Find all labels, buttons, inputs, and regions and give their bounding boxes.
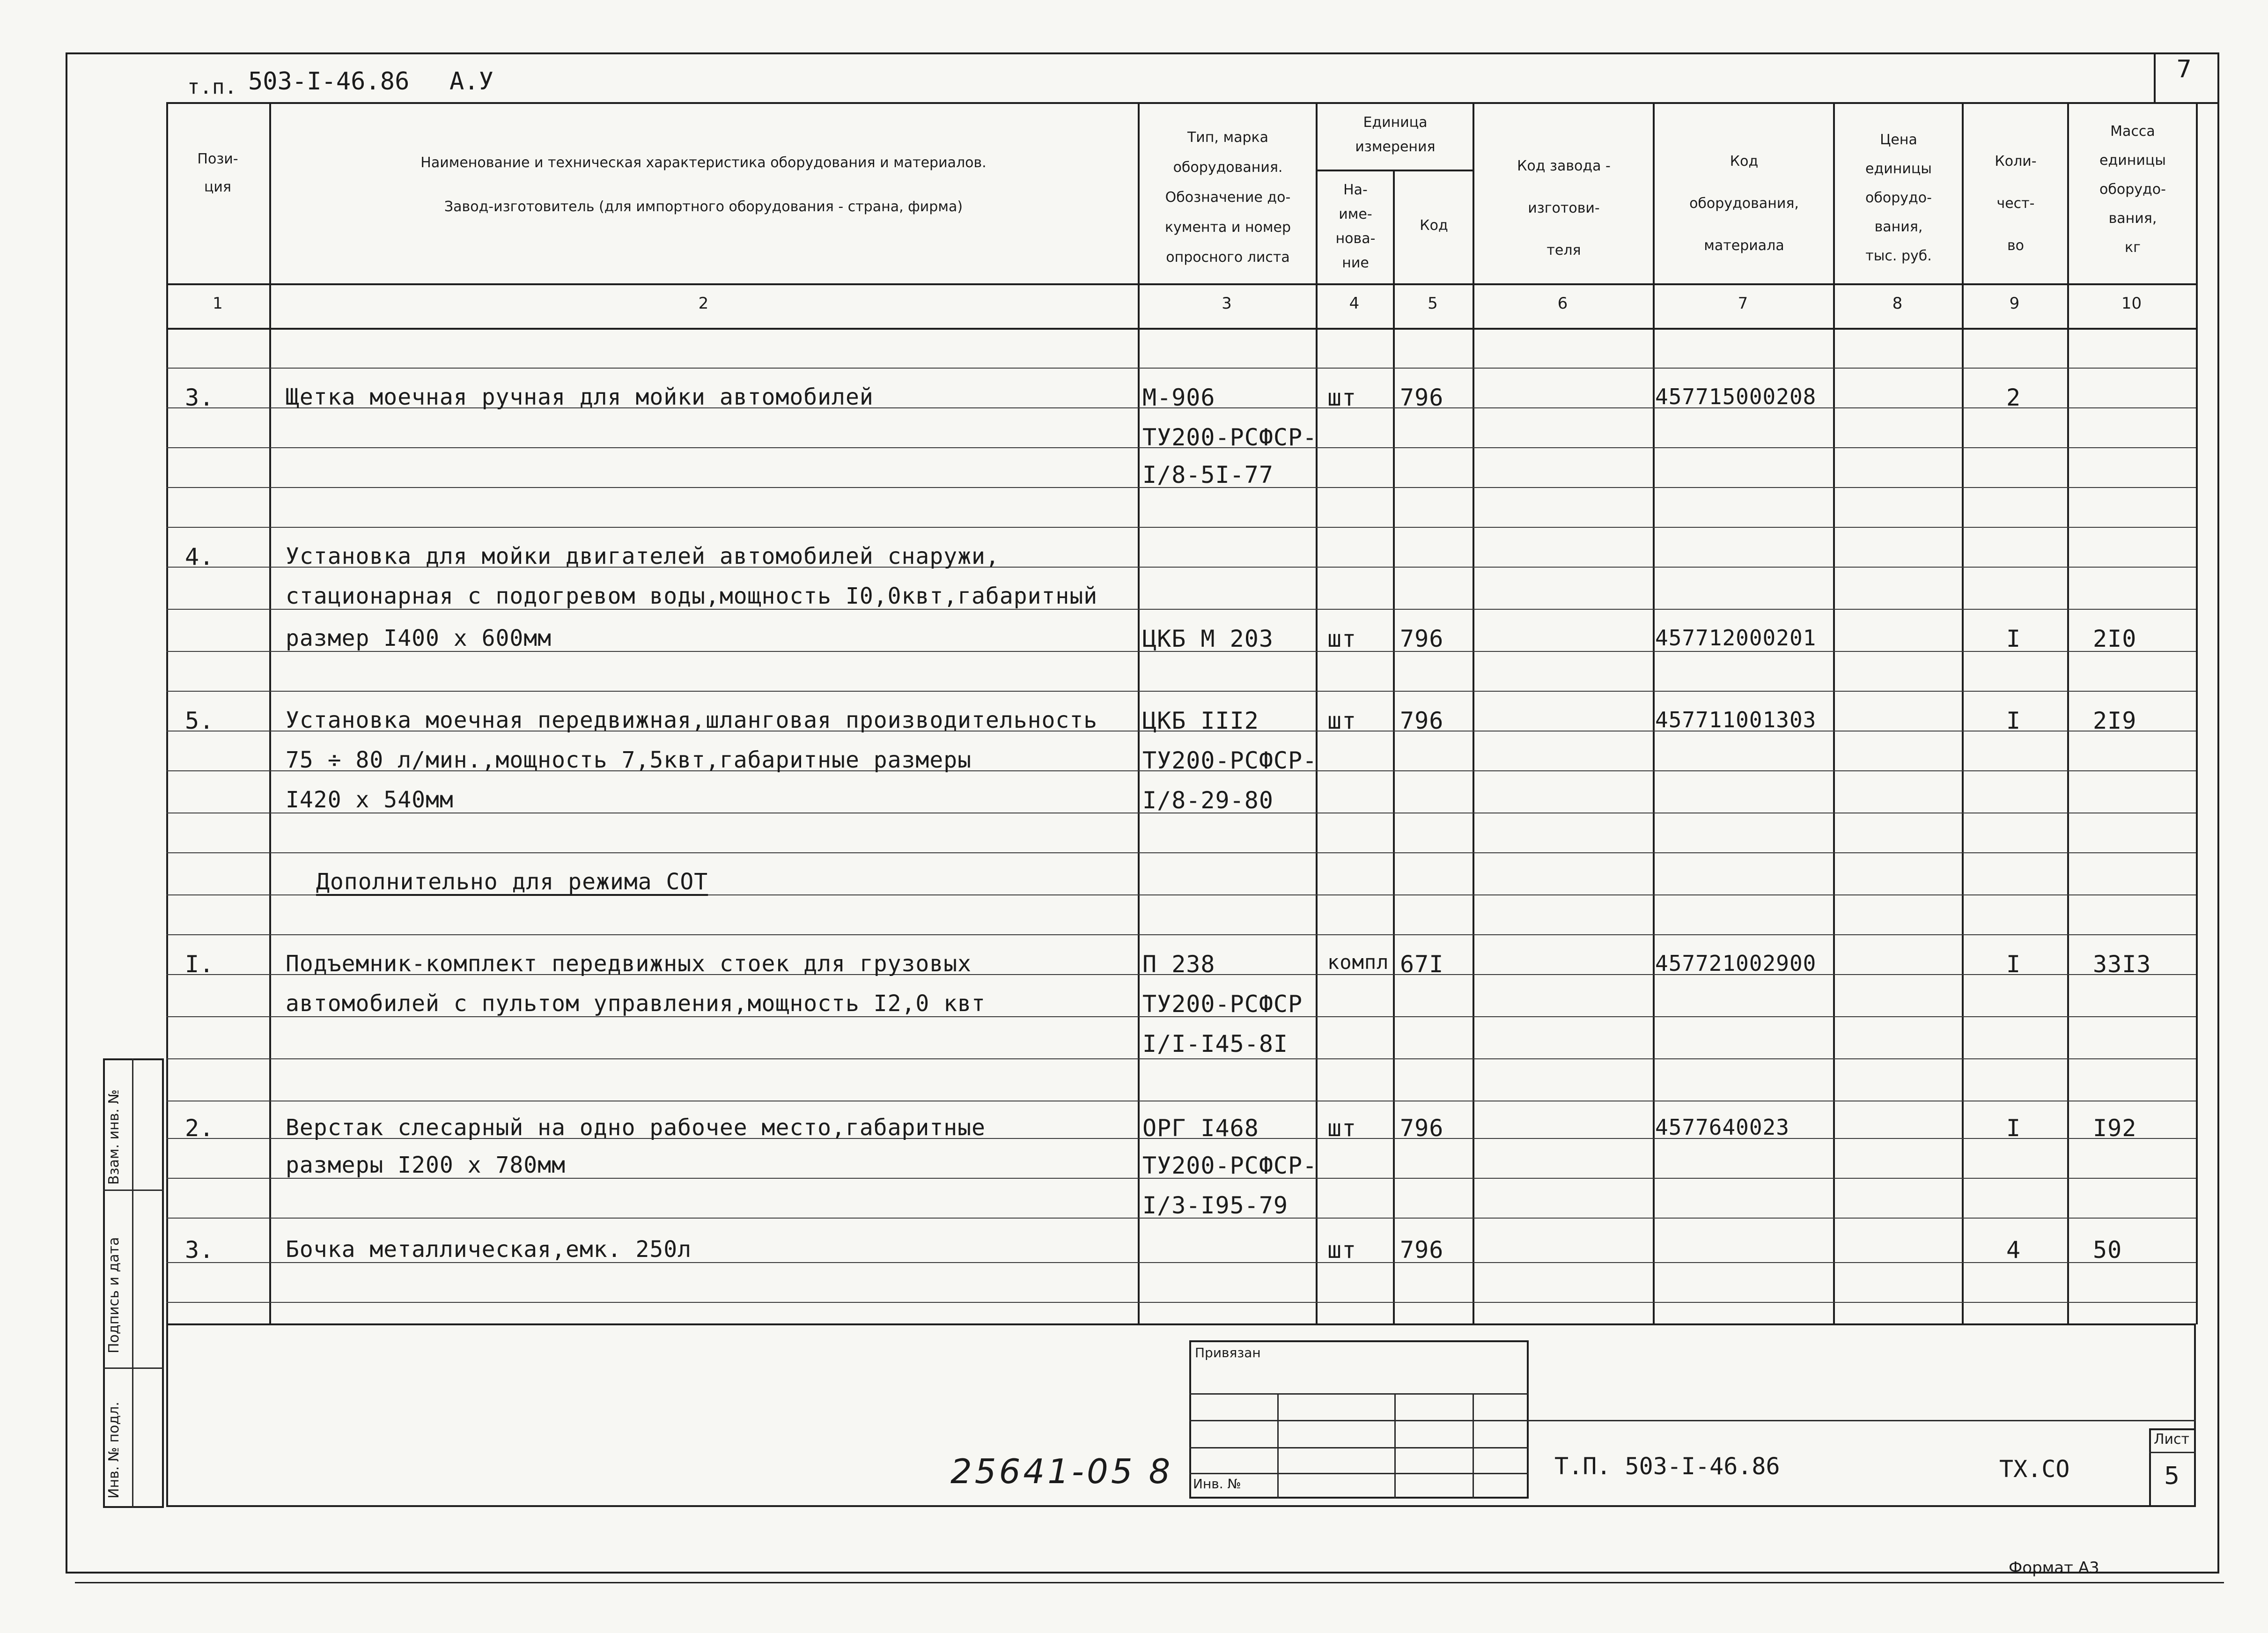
type-cell: I/I-I45-8I	[1142, 1030, 1289, 1057]
column-number: 6	[1557, 294, 1568, 313]
header-mass: Масса единицы оборудо- вания, кг	[2099, 123, 2166, 256]
column-number: 7	[1738, 294, 1748, 313]
unit-code-cell: 796	[1400, 384, 1444, 411]
header-position: Пози- ция	[197, 151, 238, 195]
position-cell: 3.	[185, 384, 214, 411]
mass-cell: 2I0	[2093, 625, 2137, 652]
header-unit-group: Единица измерения	[1355, 114, 1436, 155]
column-number: 10	[2121, 294, 2142, 313]
top-code: 503-I-46.86	[248, 67, 410, 96]
type-cell: М-906	[1142, 384, 1215, 411]
mass-cell: I92	[2093, 1115, 2137, 1142]
qty-cell: I	[2006, 707, 2021, 734]
position-cell: I.	[185, 951, 214, 978]
unit-code-cell: 796	[1400, 1115, 1444, 1142]
mass-cell: 33I3	[2093, 951, 2151, 978]
type-cell: ТУ200-РСФСР-	[1142, 1152, 1318, 1179]
column-number: 4	[1349, 294, 1360, 313]
column-number: 3	[1222, 294, 1232, 313]
position-cell: 5.	[185, 707, 214, 734]
unit-cell: шт	[1327, 625, 1357, 652]
position-cell: 2.	[185, 1115, 214, 1142]
sheet-label: Лист	[2154, 1431, 2190, 1448]
type-cell: П 238	[1142, 951, 1215, 978]
qty-cell: 4	[2006, 1236, 2021, 1264]
qty-cell: I	[2006, 1115, 2021, 1142]
privyazan-label: Привязан	[1195, 1345, 1261, 1360]
name-cell: Верстак слесарный на одно рабочее место,габаритные	[286, 1115, 986, 1141]
type-cell: I/8-29-80	[1142, 787, 1274, 814]
type-cell: ТУ200-РСФСР	[1142, 990, 1303, 1018]
side-inv-label: Инв. № подл.	[106, 1402, 122, 1499]
name-cell: Подъемник-комплект передвижных стоек для грузовых	[286, 951, 972, 977]
name-cell: Установка моечная передвижная,шланговая производительность	[286, 707, 1098, 733]
type-cell: ЦКБ М 203	[1142, 625, 1274, 652]
equip-code-cell: 4577640023	[1655, 1115, 1789, 1140]
name-cell: стационарная с подогревом воды,мощность I0,0квт,габаритный	[286, 583, 1098, 609]
privyazan-box	[1189, 1340, 1529, 1499]
unit-cell: шт	[1327, 1236, 1357, 1264]
type-cell: ОРГ I468	[1142, 1115, 1259, 1142]
doc-code: Т.П. 503-I-46.86	[1554, 1453, 1780, 1480]
equip-code-cell: 457721002900	[1655, 951, 1817, 976]
header-equip-code: Код оборудования, материала	[1689, 153, 1799, 254]
header-price: Цена единицы оборудо- вания, тыс. руб.	[1865, 132, 1932, 264]
qty-cell: I	[2006, 625, 2021, 652]
position-cell: 3.	[185, 1236, 214, 1264]
name-cell: автомобилей с пультом управления,мощность I2,0 квт	[286, 990, 986, 1017]
type-cell: I/8-5I-77	[1142, 461, 1274, 488]
name-cell: размеры I200 х 780мм	[286, 1152, 566, 1178]
column-number: 8	[1892, 294, 1903, 313]
handwritten-number: 25641-05 8	[950, 1452, 1173, 1491]
header-type: Тип, марка оборудования. Обозначение до- кумента и номер опросного листа	[1164, 129, 1291, 266]
side-vzam-label: Взам. инв. №	[106, 1089, 122, 1185]
mass-cell: 2I9	[2093, 707, 2137, 734]
qty-cell: 2	[2006, 384, 2021, 411]
top-section: А.У	[449, 67, 493, 96]
unit-code-cell: 796	[1400, 1236, 1444, 1264]
doc-section: ТХ.СО	[1999, 1456, 2070, 1483]
header-factory-code: Код завода - изготови- теля	[1517, 158, 1611, 259]
name-cell: размер I400 х 600мм	[286, 625, 552, 651]
corner-page-number: 7	[2176, 55, 2192, 83]
sheet-number: 5	[2164, 1462, 2180, 1490]
header-unit-code: Код	[1420, 217, 1448, 234]
qty-cell: I	[2006, 951, 2021, 978]
name-cell: I420 х 540мм	[286, 787, 454, 813]
unit-code-cell: 796	[1400, 707, 1444, 734]
unit-cell: шт	[1327, 707, 1357, 734]
name-cell: Щетка моечная ручная для мойки автомобилей	[286, 384, 874, 410]
title-block	[166, 1324, 2196, 1507]
header-unit-name: На- име- нова- ние	[1335, 182, 1376, 271]
unit-cell: шт	[1327, 384, 1357, 411]
unit-code-cell: 796	[1400, 625, 1444, 652]
position-cell: 4.	[185, 543, 214, 570]
equip-code-cell: 457711001303	[1655, 707, 1817, 732]
name-cell: Бочка металлическая,емк. 250л	[286, 1236, 692, 1263]
type-cell: ТУ200-РСФСР-	[1142, 424, 1318, 451]
type-cell: I/3-I95-79	[1142, 1192, 1289, 1219]
type-cell: ЦКБ III2	[1142, 707, 1259, 734]
name-cell: Установка для мойки двигателей автомобилей снаружи,	[286, 543, 1000, 569]
type-cell: ТУ200-РСФСР-	[1142, 747, 1318, 774]
inv-no-label: Инв. №	[1193, 1476, 1241, 1492]
equip-code-cell: 457712000201	[1655, 625, 1817, 650]
unit-code-cell: 67I	[1400, 951, 1444, 978]
equip-code-cell: 457715000208	[1655, 384, 1817, 409]
name-cell: 75 ÷ 80 л/мин.,мощность 7,5квт,габаритные размеры	[286, 747, 972, 773]
unit-cell: компл	[1327, 951, 1389, 974]
column-number: 9	[2009, 294, 2020, 313]
unit-cell: шт	[1327, 1115, 1357, 1142]
mass-cell: 50	[2093, 1236, 2122, 1264]
header-name-line2: Завод-изготовитель (для импортного оборудования - страна, фирма)	[444, 199, 963, 215]
top-code-prefix: т.п.	[187, 75, 237, 99]
column-number: 5	[1428, 294, 1438, 313]
format-label: Формат А3	[2009, 1559, 2099, 1577]
side-podpis-label: Подпись и дата	[106, 1237, 122, 1353]
name-cell: Дополнительно для режима СОТ	[316, 869, 708, 895]
column-number: 1	[213, 294, 223, 313]
header-name-line1: Наименование и техническая характеристика оборудования и материалов.	[420, 155, 987, 171]
header-qty: Коли- чест- во	[1995, 153, 2037, 254]
column-number: 2	[698, 294, 709, 313]
